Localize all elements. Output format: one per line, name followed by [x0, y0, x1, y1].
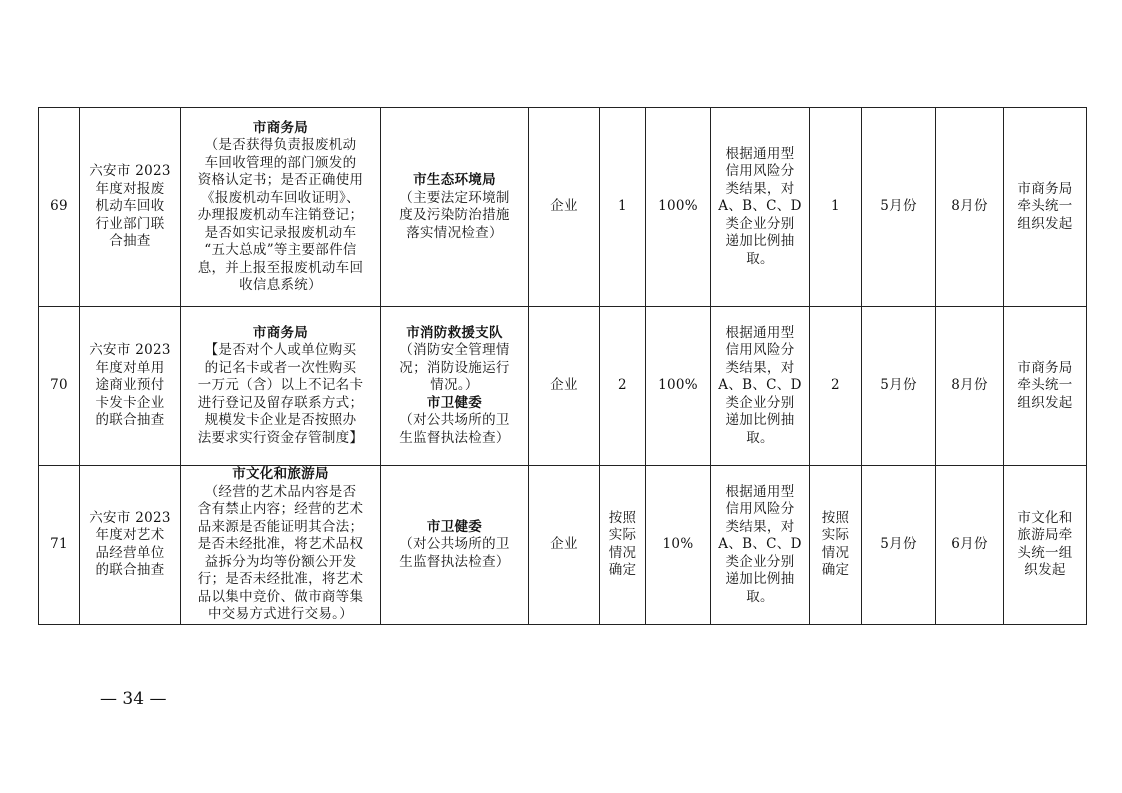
cell-ratio: 100% — [646, 108, 711, 307]
text-line: 度及污染防治措施 — [399, 207, 510, 223]
text-line: 递加比例抽 — [725, 412, 795, 429]
text-line: （对公共场所的卫 — [399, 536, 510, 552]
text-line: 机动车回收 — [95, 198, 165, 215]
inspection-table — [38, 107, 1087, 625]
text-line: 递加比例抽 — [725, 571, 795, 587]
cell-lead-department — [181, 307, 381, 466]
text-line: 信用风险分 — [725, 342, 795, 359]
text-line: A、B、C、D — [718, 377, 802, 394]
text-line: 的联合抽查 — [95, 412, 165, 429]
text-line: A、B、C、D — [718, 536, 802, 552]
text-line: （是否获得负责报废机动 — [204, 137, 357, 153]
cell-method — [711, 466, 810, 625]
cell-start: 5月份 — [862, 307, 936, 466]
text-line: 根据通用型 — [725, 483, 795, 500]
text-line: 含有禁止内容；经营的艺术 — [197, 501, 364, 517]
text-line: 确定 — [608, 562, 637, 579]
lead-dept-title: 市文化和旅游局 — [232, 466, 329, 482]
text-line: 行业部门联 — [95, 215, 165, 232]
text-line: 递加比例抽 — [725, 233, 795, 250]
text-line: 旅游局牵 — [1017, 527, 1073, 544]
text-line: 根据通用型 — [725, 145, 795, 162]
text-line: 品以集中竞价、做市商等集 — [197, 588, 364, 605]
cell-note — [1004, 466, 1087, 625]
cell-object: 企业 — [529, 466, 600, 625]
text-line: （对公共场所的卫 — [399, 412, 510, 429]
cell-no: 69 — [39, 108, 80, 307]
text-line: 合抽查 — [109, 233, 151, 250]
text-line: 市商务局 — [1017, 359, 1073, 376]
text-line: （消防安全管理情 — [399, 342, 510, 359]
text-line: “五大总成”等主要部件信 — [204, 242, 357, 258]
cell-lead-department — [181, 466, 381, 625]
cell-count — [600, 108, 646, 307]
cell-joint-departments — [381, 307, 529, 466]
cell-start: 5月份 — [862, 108, 936, 307]
cell-task-name — [80, 466, 181, 625]
cell-end: 8月份 — [936, 108, 1004, 307]
text-line: 2 — [618, 377, 627, 394]
cell-count — [600, 307, 646, 466]
text-line: 信用风险分 — [725, 501, 795, 517]
cell-times — [810, 108, 862, 307]
text-line: 类企业分别 — [725, 394, 795, 411]
text-line: 类结果，对 — [725, 180, 795, 197]
text-line: 益拆分为均等份额公开发 — [204, 553, 357, 570]
text-line: 1 — [618, 198, 627, 215]
text-line: 品来源是否能证明其合法； — [197, 518, 364, 535]
text-line: 行；是否未经批准，将艺术 — [197, 571, 364, 587]
text-line: 信用风险分 — [725, 163, 795, 180]
text-line: 落实情况检查） — [406, 224, 503, 241]
cell-end: 6月份 — [936, 466, 1004, 625]
text-line: 类企业分别 — [725, 215, 795, 232]
text-line: 根据通用型 — [725, 324, 795, 341]
text-line: 的联合抽查 — [95, 562, 165, 579]
cell-ratio: 100% — [646, 307, 711, 466]
cell-task-name — [80, 307, 181, 466]
text-line: （主要法定环境制 — [399, 189, 510, 206]
text-line: 组织发起 — [1017, 394, 1073, 411]
text-line: 类结果，对 — [725, 359, 795, 376]
text-line: 卡发卡企业 — [95, 394, 165, 411]
text-line: 取。 — [746, 588, 774, 605]
cell-joint-departments — [381, 108, 529, 307]
cell-lead-department — [181, 108, 381, 307]
lead-dept-title: 市商务局 — [252, 324, 309, 341]
cell-times — [810, 307, 862, 466]
text-line: 牵头统一 — [1017, 198, 1073, 215]
cell-method — [711, 307, 810, 466]
text-line: 头统一组 — [1017, 544, 1073, 561]
text-line: 按照 — [821, 509, 850, 526]
text-line: 法要求实行资金存管制度】 — [197, 429, 364, 446]
table-row — [39, 466, 1087, 625]
text-line: 收信息系统） — [239, 277, 322, 293]
cell-start: 5月份 — [862, 466, 936, 625]
text-line: 品经营单位 — [95, 544, 165, 561]
text-line: 1 — [831, 198, 840, 215]
joint-dept-title: 市卫健委 — [426, 518, 483, 535]
text-line: 类企业分别 — [725, 553, 795, 570]
text-line: 【是否对个人或单位购买 — [204, 342, 357, 359]
text-line: 取。 — [746, 429, 774, 446]
text-line: 况；消防设施运行 — [399, 359, 510, 376]
text-line: A、B、C、D — [718, 198, 802, 215]
cell-note — [1004, 307, 1087, 466]
text-line: 情况 — [608, 544, 637, 561]
text-line: 年度对艺术 — [95, 527, 165, 544]
joint-dept-title: 市消防救援支队 — [406, 324, 503, 341]
text-line: 2 — [831, 377, 840, 394]
joint-dept-title: 市生态环境局 — [413, 172, 496, 188]
text-line: 《报废机动车回收证明》、 — [201, 189, 360, 206]
joint-dept-title: 市卫健委 — [426, 394, 483, 411]
text-line: 生监督执法检查） — [399, 553, 510, 570]
text-line: 确定 — [821, 562, 850, 579]
text-line: 是否如实记录报废机动车 — [204, 224, 357, 241]
text-line: 织发起 — [1024, 562, 1066, 579]
text-line: 生监督执法检查） — [399, 429, 510, 446]
text-line: 按照 — [608, 509, 637, 526]
lead-dept-title: 市商务局 — [252, 119, 309, 136]
cell-no: 71 — [39, 466, 80, 625]
cell-task-name — [80, 108, 181, 307]
cell-object: 企业 — [529, 108, 600, 307]
cell-method — [711, 108, 810, 307]
cell-ratio: 10% — [646, 466, 711, 625]
text-line: 进行登记及留存联系方式； — [197, 394, 364, 411]
text-line: 市商务局 — [1017, 180, 1073, 197]
text-line: 一万元（含）以上不记名卡 — [197, 377, 364, 394]
text-line: 规模发卡企业是否按照办 — [204, 412, 357, 429]
text-line: 实际 — [821, 527, 850, 544]
text-line: 年度对报废 — [95, 180, 165, 197]
cell-joint-departments — [381, 466, 529, 625]
text-line: 情况 — [821, 544, 850, 561]
cell-count — [600, 466, 646, 625]
cell-note — [1004, 108, 1087, 307]
text-line: 年度对单用 — [95, 359, 165, 376]
text-line: 六安市 2023 — [89, 509, 171, 526]
text-line: 组织发起 — [1017, 215, 1073, 232]
text-line: 是否未经批准，将艺术品权 — [197, 536, 364, 552]
table-row — [39, 108, 1087, 307]
text-line: 的记名卡或者一次性购买 — [204, 359, 357, 376]
cell-object: 企业 — [529, 307, 600, 466]
text-line: 取。 — [746, 250, 774, 267]
cell-times — [810, 466, 862, 625]
table-row — [39, 307, 1087, 466]
text-line: 六安市 2023 — [89, 163, 171, 180]
text-line: 资格认定书；是否正确使用 — [197, 172, 364, 188]
text-line: 车回收管理的部门颁发的 — [204, 154, 357, 171]
text-line: 类结果，对 — [725, 518, 795, 535]
text-line: 实际 — [608, 527, 637, 544]
text-line: 六安市 2023 — [89, 342, 171, 359]
text-line: （经营的艺术品内容是否 — [204, 483, 357, 500]
text-line: 情况。） — [430, 377, 479, 394]
text-line: 牵头统一 — [1017, 377, 1073, 394]
text-line: 息，并上报至报废机动车回 — [197, 259, 364, 276]
text-line: 办理报废机动车注销登记； — [197, 207, 364, 223]
cell-no: 70 — [39, 307, 80, 466]
cell-end: 8月份 — [936, 307, 1004, 466]
text-line: 途商业预付 — [95, 377, 165, 394]
text-line: 中交易方式进行交易。） — [207, 606, 354, 622]
page-number: — 34 — — [100, 689, 167, 709]
text-line: 市文化和 — [1017, 509, 1073, 526]
